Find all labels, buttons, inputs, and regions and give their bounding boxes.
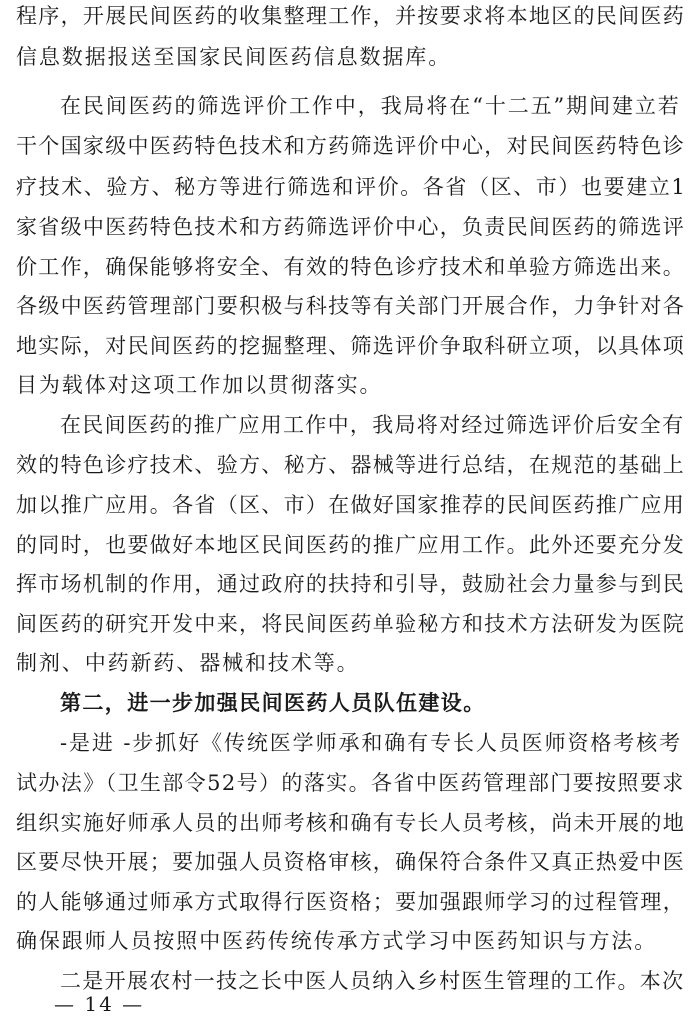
text-line: 间医药的研究开发中来，将民间医药单验秘方和技术方法研发为医院 [16, 612, 685, 636]
text-line: 的同时，也要做好本地区民间医药的推广应用工作。此外还要充分发 [16, 533, 685, 557]
text-line: 组织实施好师承人员的出师考核和确有专长人员考核，尚未开展的地 [16, 811, 685, 835]
text-line: 的人能够通过师承方式取得行医资格；要加强跟师学习的过程管理， [16, 890, 685, 914]
text-line: 二是开展农村一技之长中医人员纳入乡村医生管理的工作。本次 [60, 969, 685, 993]
text-line: 地实际，对民间医药的挖掘整理、筛选评价争取科研立项，以具体项 [16, 334, 685, 358]
text-line: 在民间医药的筛选评价工作中，我局将在“十二五”期间建立若 [60, 94, 681, 118]
text-line: -是进 -步抓好《传统医学师承和确有专长人员医师资格考核考 [60, 731, 682, 755]
text-line: 价工作，确保能够将安全、有效的特色诊疗技术和单验方筛选出来。 [16, 255, 685, 279]
text-line: 效的特色诊疗技术、验方、秘方、器械等进行总结，在规范的基础上 [16, 453, 685, 477]
text-line: 干个国家级中医药特色技术和方药筛选评价中心，对民间医药特色诊 [16, 134, 685, 158]
text-line: 在民间医药的推广应用工作中，我局将对经过筛选评价后安全有 [60, 413, 685, 437]
text-line: 试办法》（卫生部令52号）的落实。各省中医药管理部门要按照要求 [16, 771, 685, 795]
text-line: 区要尽快开展；要加强人员资格审核，确保符合条件又真正热爱中医 [16, 850, 685, 874]
text-line: 挥市场机制的作用，通过政府的扶持和引导，鼓励社会力量参与到民 [16, 572, 685, 596]
text-line: 家省级中医药特色技术和方药筛选评价中心，负责民间医药的筛选评 [16, 215, 685, 239]
text-line: 目为载体对这项工作加以贯彻落实。 [16, 373, 383, 397]
text-line: 确保跟师人员按照中医药传统传承方式学习中医药知识与方法。 [16, 929, 658, 953]
text-line: 各级中医药管理部门要积极与科技等有关部门开展合作，力争针对各 [16, 294, 685, 318]
text-line: 疗技术、验方、秘方等进行筛选和评价。各省（区、市）也要建立1 [16, 175, 687, 199]
text-line: 制剂、中药新药、器械和技术等。 [16, 651, 360, 675]
text-line: 信息数据报送至国家民间医药信息数据库。 [16, 45, 452, 69]
page-number: — 14 — [54, 992, 145, 1016]
text-line: 加以推广应用。各省（区、市）在做好国家推荐的民间医药推广应用 [16, 493, 685, 517]
text-line: 程序，开展民间医药的收集整理工作，并按要求将本地区的民间医药 [16, 4, 685, 28]
section-heading: 第二，进一步加强民间医药人员队伍建设。 [60, 690, 486, 715]
